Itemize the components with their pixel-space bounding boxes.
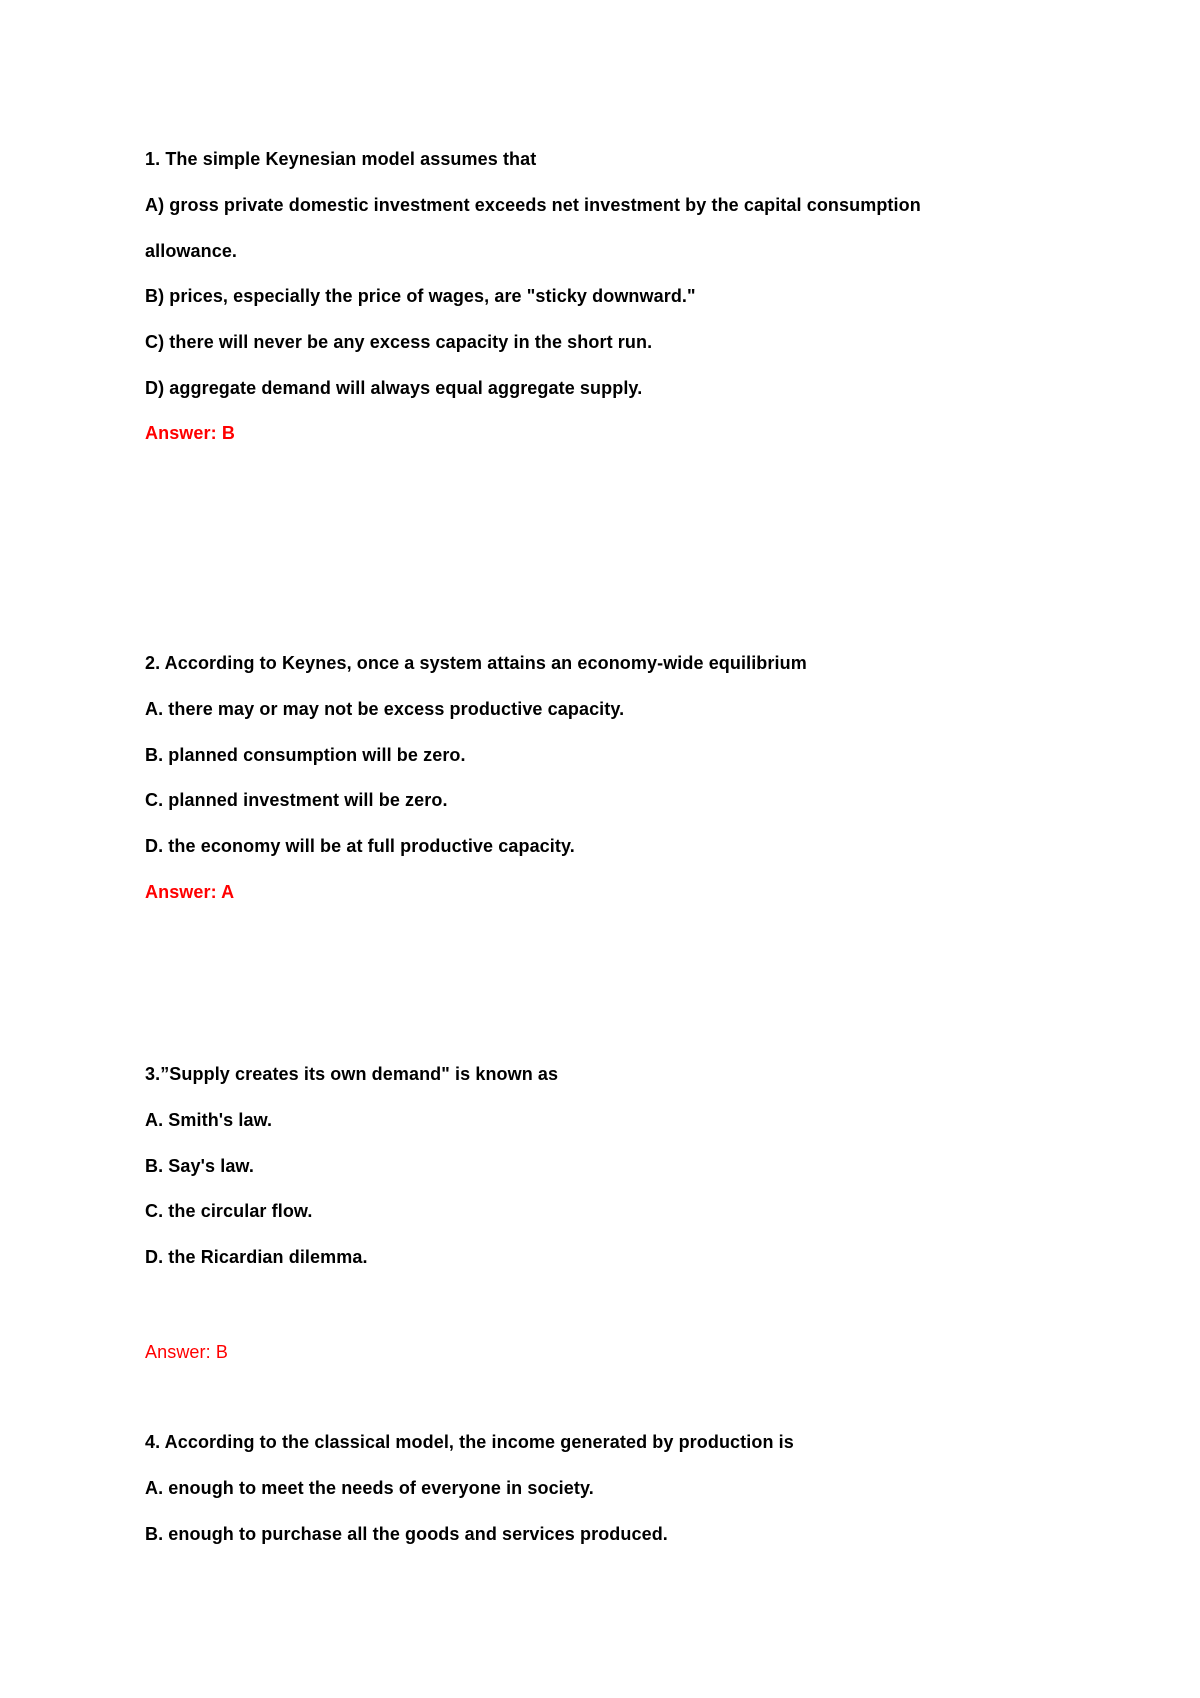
question-2-option-c: C. planned investment will be zero. [145, 790, 448, 810]
question-4-option-a: A. enough to meet the needs of everyone in society. [145, 1478, 594, 1498]
question-3-option-c: C. the circular flow. [145, 1201, 313, 1221]
question-3-stem: 3.”Supply creates its own demand" is known as [145, 1064, 559, 1084]
question-2-option-a: A. there may or may not be excess productive capacity. [145, 699, 625, 719]
question-1-option-d: D) aggregate demand will always equal aggregate supply. [145, 378, 643, 398]
question-1-answer: Answer: B [145, 423, 235, 443]
question-2-option-d: D. the economy will be at full productive capacity. [145, 836, 575, 856]
question-1-option-b: B) prices, especially the price of wages, are "sticky downward." [145, 286, 696, 306]
question-2-stem: 2. According to Keynes, once a system attains an economy-wide equilibrium [145, 653, 807, 673]
question-1-option-c: C) there will never be any excess capacity in the short run. [145, 332, 653, 352]
question-1-option-a-continued: allowance. [145, 241, 238, 261]
question-4-option-b: B. enough to purchase all the goods and services produced. [145, 1524, 668, 1544]
question-2-answer: Answer: A [145, 882, 235, 902]
question-2-option-b: B. planned consumption will be zero. [145, 745, 466, 765]
question-1-option-a: A) gross private domestic investment exceeds net investment by the capital consumption [145, 195, 921, 215]
question-3-option-d: D. the Ricardian dilemma. [145, 1247, 368, 1267]
question-3-answer: Answer: B [145, 1342, 228, 1362]
question-3-option-b: B. Say's law. [145, 1156, 254, 1176]
question-3-option-a: A. Smith's law. [145, 1110, 273, 1130]
question-4-stem: 4. According to the classical model, the income generated by production is [145, 1432, 794, 1452]
question-1-stem: 1. The simple Keynesian model assumes that [145, 149, 537, 169]
